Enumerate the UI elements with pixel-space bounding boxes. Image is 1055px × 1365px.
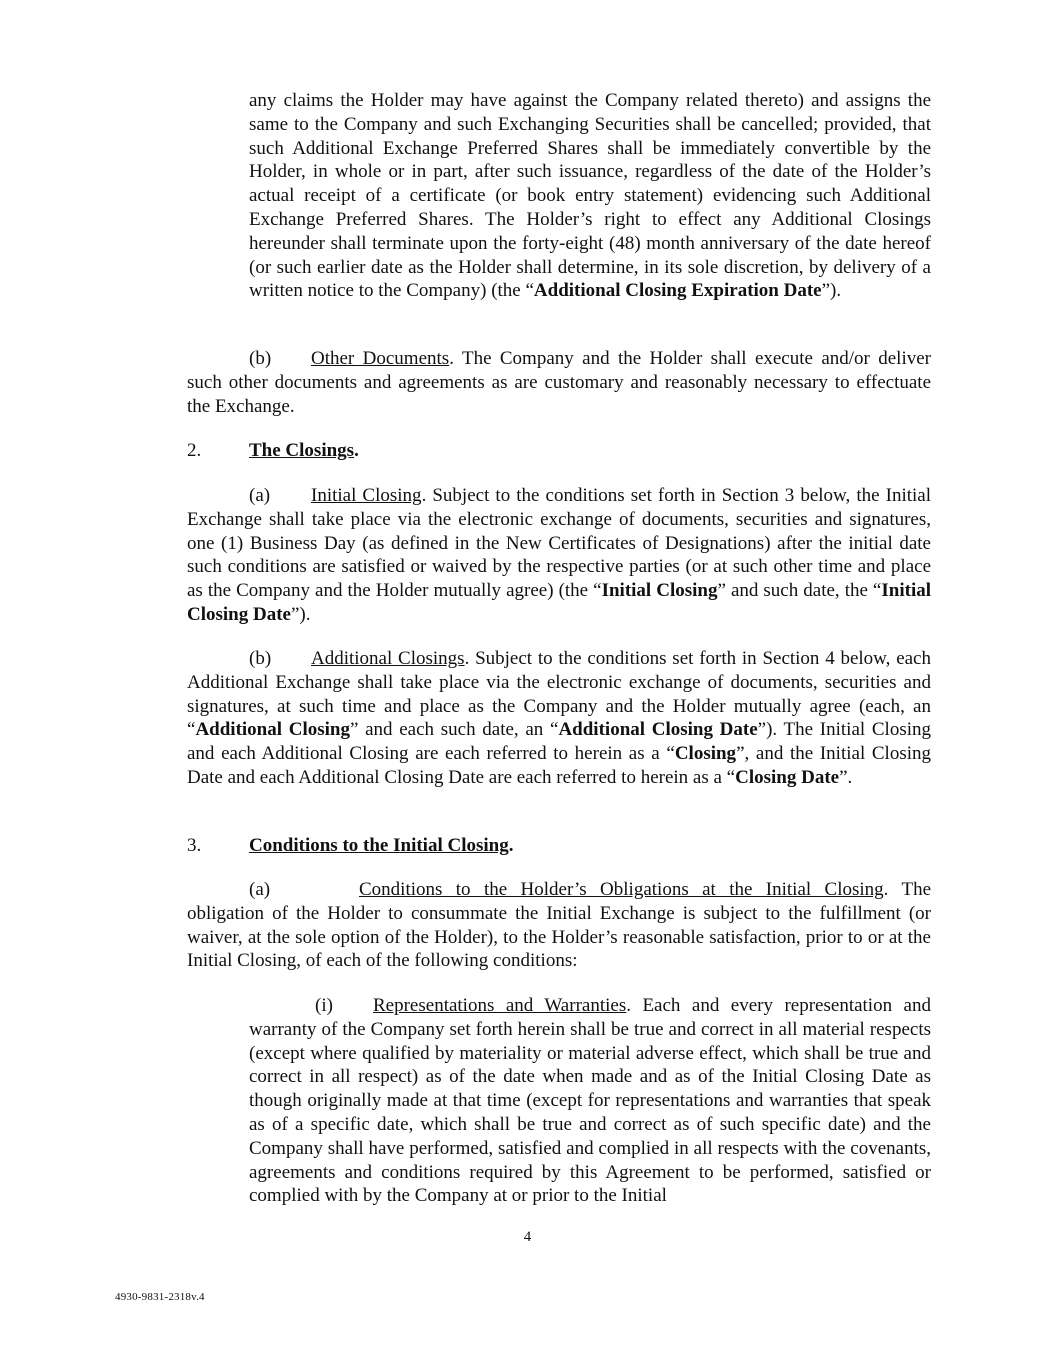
section-title: Conditions to the Initial Closing <box>249 835 509 856</box>
continuation-paragraph <box>249 89 931 303</box>
clause-label: (a) <box>249 879 271 900</box>
clause-label: (b) <box>249 648 272 669</box>
clause-text: ”). The Initial Closing and each Additional Closing are each referred to herein as a “ <box>187 719 931 765</box>
section-number: 3. <box>187 835 202 856</box>
clause-title: Other Documents <box>311 348 450 369</box>
clause-text: . The obligation of the Holder to consummate the Initial Exchange is subject to the fulfillment (or waiver, at the sole option of the Holder), to the Holder’s reasonable satisfaction, prior to or at the Initial Closing, of each of the following conditions: <box>187 879 931 972</box>
clause-text: ”, and the Initial Closing Date and each Additional Closing Date are each referred to herein as a “ <box>187 743 932 788</box>
representations-paragraph <box>249 994 931 1208</box>
defined-term: Initial Closing <box>601 580 718 602</box>
defined-term: Closing <box>674 743 737 765</box>
clause-text: ” and such date, the “ <box>717 580 882 602</box>
clause-title: Representations and Warranties <box>373 995 627 1016</box>
continuation-close: ”). <box>821 280 842 302</box>
clause-label: (b) <box>249 348 272 369</box>
defined-term: Additional Closing Date <box>558 719 758 741</box>
clause-text: ” and each such date, an “ <box>349 719 559 741</box>
clause-title: Additional Closings <box>311 648 465 669</box>
continuation-text: any claims the Holder may have against the Company related thereto) and assigns the same to the Company and such Exchanging Securities shall be cancelled; provided, that such Additional Exchange Preferred Shares shall be immediately convertible by the Holder, in whole or in part, after such issuance, regardless of the date of the Holder’s actual receipt of a certificate (or book entry statement) evidencing such Additional Exchange Preferred Shares. The Holder’s right to effect any Additional Closings hereunder shall terminate upon the forty-eight (48) month anniversary of the date hereof (or such earlier date as the Holder shall determine, in its sole discretion, by delivery of a written notice to the Company) (the “ <box>249 90 931 302</box>
section-3-heading <box>187 834 513 858</box>
section-title: The Closings <box>249 440 355 461</box>
clause-title: Conditions to the Holder’s Obligations at the Initial Closing <box>359 879 884 900</box>
clause-label: (a) <box>249 485 271 506</box>
clause-text: . Each and every representation and warranty of the Company set forth herein shall be true and correct in all material respects (except where qualified by materiality or material adverse effect, which shall be true and correct in all respect) as of the date when made and as of the Initial Closing Date as though originally made at that time (except for representations and warranties that speak as of a specific date, which shall be true and correct as of such specific date) and the Company shall have performed, satisfied and complied in all respects with the covenants, agreements and conditions required by this Agreement to be performed, satisfied or complied with by the Company at or prior to the Initial <box>249 995 931 1207</box>
initial-closing-paragraph <box>187 484 931 627</box>
section-title-period: . <box>508 835 514 856</box>
clause-text: . Subject to the conditions set forth in Section 3 below, the Initial Exchange shall take place via the electronic exchange of documents, securities and signatures, one (1) Business Day (as defined in the New Certificates of Designations) after the initial date such conditions are satisfied or waived by the respective parties (or at such other time and place as the Company and the Holder mutually agree) (the “ <box>187 485 931 602</box>
defined-term: Initial Closing Date <box>187 580 931 625</box>
clause-text: ”. <box>839 766 853 788</box>
defined-term: Closing Date <box>735 766 840 788</box>
clause-label: (i) <box>315 995 333 1016</box>
defined-term: Additional Closing Expiration Date <box>533 280 822 302</box>
section-number: 2. <box>187 440 202 461</box>
document-id: 4930-9831-2318v.4 <box>115 1291 205 1303</box>
additional-closings-paragraph <box>187 647 931 790</box>
clause-text: ”). <box>290 603 311 625</box>
clause-title: Initial Closing <box>311 485 422 506</box>
clause-text: . Subject to the conditions set forth in Section 4 below, each Additional Exchange shall take place via the electronic exchange of documents, securities and signatures, at such time and place as the Company and the Holder mutually agree (each, an “ <box>187 648 931 741</box>
section-2-heading <box>187 439 359 463</box>
page-number: 4 <box>523 1229 532 1245</box>
section-title-period: . <box>354 440 359 461</box>
defined-term: Additional Closing <box>195 719 350 741</box>
clause-text: . The Company and the Holder shall execute and/or deliver such other documents and agreements as are customary and reasonably necessary to effectuate the Exchange. <box>187 348 931 417</box>
holder-obligations-paragraph <box>187 878 931 973</box>
other-documents-paragraph <box>187 347 931 418</box>
